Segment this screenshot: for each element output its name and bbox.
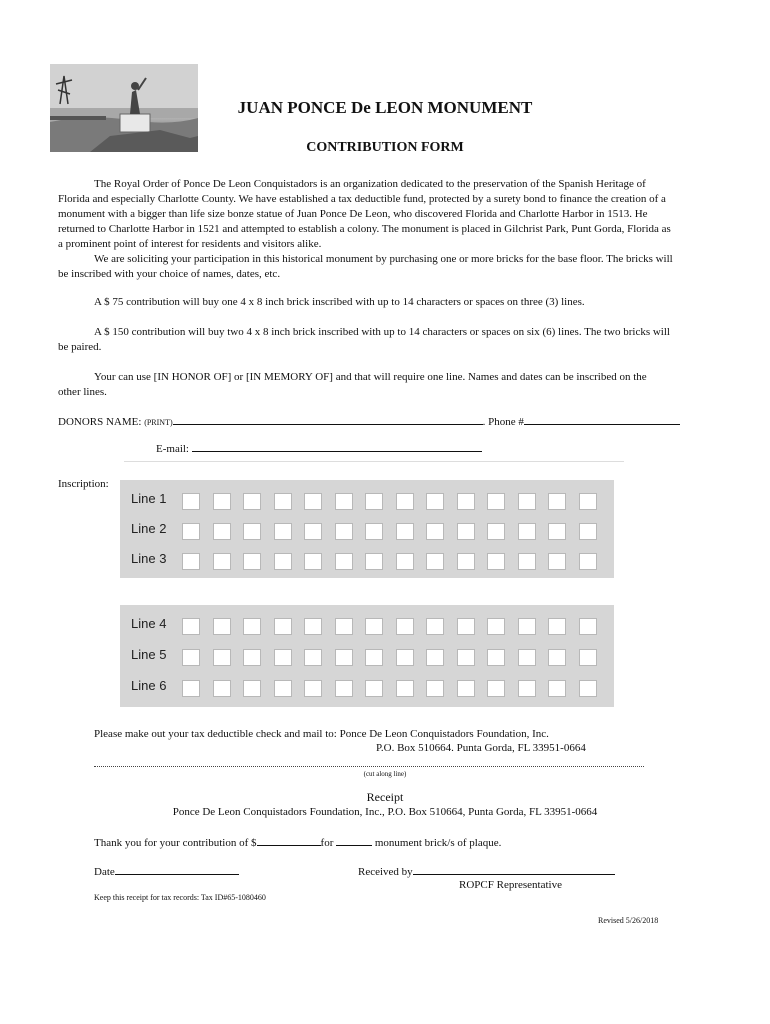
cut-line xyxy=(94,766,644,767)
inscription-line-label: Line 5 xyxy=(131,647,167,662)
inscription-char-box[interactable] xyxy=(457,680,475,697)
option-150-text: A $ 150 contribution will buy two 4 x 8 inch brick inscribed with up to 14 characters or spaces on six (6) lines. The two bricks will be paired. xyxy=(58,326,670,353)
inscription-line-label: Line 2 xyxy=(131,521,167,536)
inscription-char-box[interactable] xyxy=(182,553,200,570)
inscription-char-box[interactable] xyxy=(426,649,444,666)
inscription-char-box[interactable] xyxy=(213,649,231,666)
phone-label: Phone # xyxy=(488,416,524,428)
inscription-char-box[interactable] xyxy=(335,523,353,540)
donor-name-label: DONORS NAME: xyxy=(58,416,142,428)
inscription-char-box[interactable] xyxy=(457,493,475,510)
date-field[interactable] xyxy=(115,863,239,875)
honor-note-text: Your can use [IN HONOR OF] or [IN MEMORY OF] and that will require one line. Names and dates can be inscribed on the other lines. xyxy=(58,371,647,398)
inscription-char-box[interactable] xyxy=(579,618,597,635)
option-75-text: A $ 75 contribution will buy one 4 x 8 inch brick inscribed with up to 14 characters or spaces on three (3) lines. xyxy=(94,296,585,308)
inscription-char-box[interactable] xyxy=(548,618,566,635)
inscription-char-box[interactable] xyxy=(335,553,353,570)
inscription-char-box[interactable] xyxy=(579,523,597,540)
inscription-char-box[interactable] xyxy=(304,680,322,697)
inscription-char-box[interactable] xyxy=(487,618,505,635)
inscription-char-box[interactable] xyxy=(457,618,475,635)
divider xyxy=(124,461,624,462)
brick-count-field[interactable] xyxy=(336,834,372,846)
inscription-char-box[interactable] xyxy=(548,680,566,697)
phone-field[interactable] xyxy=(524,413,680,425)
inscription-char-box[interactable] xyxy=(304,618,322,635)
receipt-org-line: Ponce De Leon Conquistadors Foundation, Inc., P.O. Box 510664, Punta Gorda, FL 33951-0664 xyxy=(172,806,598,818)
inscription-char-box[interactable] xyxy=(518,523,536,540)
date-label: Date xyxy=(94,866,115,878)
inscription-char-box[interactable] xyxy=(548,493,566,510)
inscription-char-box[interactable] xyxy=(182,618,200,635)
inscription-char-box[interactable] xyxy=(335,680,353,697)
inscription-char-box[interactable] xyxy=(365,680,383,697)
intro-paragraph-1: The Royal Order of Ponce De Leon Conquistadors is an organization dedicated to the preservation of the Spanish Heritage of Florida and especially Charlotte County. We have established a tax deductible fund, protected by a surety bond to finance the creation of a monument with a bigger than life size bonze statue of Juan Ponce De Leon, who discovered Florida and Charlotte Harbor in 1513. He returned to Charlotte Harbor in 1521 and attempted to establish a colony. The monument is placed in Gilchrist Park, Punt Gorda, Florida as a prominent point of interest for residents and visitors alike. xyxy=(58,178,671,250)
inscription-char-box[interactable] xyxy=(243,618,261,635)
inscription-char-box[interactable] xyxy=(518,649,536,666)
payment-instruction: Please make out your tax deductible check and mail to: Ponce De Leon Conquistadors Foundation, Inc. xyxy=(94,728,549,740)
inscription-char-box[interactable] xyxy=(243,553,261,570)
inscription-char-box[interactable] xyxy=(274,523,292,540)
inscription-line-label: Line 6 xyxy=(131,678,167,693)
inscription-char-box[interactable] xyxy=(304,493,322,510)
inscription-char-box[interactable] xyxy=(548,523,566,540)
inscription-char-box[interactable] xyxy=(487,680,505,697)
print-label: (PRINT) xyxy=(144,418,173,427)
inscription-char-box[interactable] xyxy=(426,493,444,510)
amount-field[interactable] xyxy=(257,834,321,846)
inscription-char-box[interactable] xyxy=(396,493,414,510)
thanks-suffix: monument brick/s of plaque. xyxy=(374,837,502,849)
inscription-char-box[interactable] xyxy=(274,493,292,510)
email-row xyxy=(156,440,556,457)
inscription-char-box[interactable] xyxy=(487,649,505,666)
received-field[interactable] xyxy=(413,863,615,875)
inscription-grid-brick-1 xyxy=(120,480,614,578)
inscription-char-box[interactable] xyxy=(365,618,383,635)
inscription-char-box[interactable] xyxy=(396,618,414,635)
inscription-char-box[interactable] xyxy=(182,649,200,666)
inscription-char-box[interactable] xyxy=(182,493,200,510)
inscription-char-box[interactable] xyxy=(243,523,261,540)
inscription-char-box[interactable] xyxy=(213,618,231,635)
inscription-char-box[interactable] xyxy=(182,680,200,697)
inscription-char-box[interactable] xyxy=(548,649,566,666)
inscription-char-box[interactable] xyxy=(518,618,536,635)
received-label: Received by xyxy=(358,866,413,878)
inscription-char-box[interactable] xyxy=(579,649,597,666)
inscription-char-box[interactable] xyxy=(396,553,414,570)
inscription-line-label: Line 3 xyxy=(131,551,167,566)
inscription-char-box[interactable] xyxy=(487,493,505,510)
inscription-char-box[interactable] xyxy=(396,649,414,666)
inscription-char-box[interactable] xyxy=(213,523,231,540)
inscription-char-box[interactable] xyxy=(579,493,597,510)
donor-name-row: DONORS NAME: (PRINT) . Phone # xyxy=(58,413,708,430)
inscription-char-box[interactable] xyxy=(365,493,383,510)
inscription-char-box[interactable] xyxy=(243,493,261,510)
thanks-row xyxy=(94,834,501,851)
inscription-char-box[interactable] xyxy=(487,553,505,570)
inscription-char-box[interactable] xyxy=(182,523,200,540)
inscription-char-box[interactable] xyxy=(243,680,261,697)
receipt-title: Receipt xyxy=(366,790,404,804)
representative-label: ROPCF Representative xyxy=(459,879,562,891)
inscription-char-box[interactable] xyxy=(304,523,322,540)
inscription-char-box[interactable] xyxy=(396,680,414,697)
option-75 xyxy=(58,295,678,310)
revised-date: Revised 5/26/2018 xyxy=(598,916,659,925)
honor-note xyxy=(58,370,648,400)
inscription-char-box[interactable] xyxy=(579,553,597,570)
inscription-char-box[interactable] xyxy=(426,553,444,570)
inscription-char-box[interactable] xyxy=(518,680,536,697)
inscription-char-box[interactable] xyxy=(426,618,444,635)
inscription-char-box[interactable] xyxy=(457,649,475,666)
inscription-grid-brick-2 xyxy=(120,605,614,707)
option-150 xyxy=(58,325,678,355)
inscription-line-label: Line 1 xyxy=(131,491,167,506)
inscription-char-box[interactable] xyxy=(335,649,353,666)
inscription-char-box[interactable] xyxy=(213,553,231,570)
page-title: JUAN PONCE De LEON MONUMENT xyxy=(237,98,533,117)
inscription-char-box[interactable] xyxy=(274,680,292,697)
keep-note: Keep this receipt for tax records: Tax ID#65-1080460 xyxy=(94,893,266,902)
payment-address: P.O. Box 510664. Punta Gorda, FL 33951-0664 xyxy=(376,742,586,754)
inscription-char-box[interactable] xyxy=(243,649,261,666)
inscription-char-box[interactable] xyxy=(457,523,475,540)
intro-text xyxy=(58,177,678,282)
inscription-char-box[interactable] xyxy=(365,523,383,540)
donor-name-field[interactable] xyxy=(173,413,483,425)
inscription-char-box[interactable] xyxy=(426,680,444,697)
inscription-char-box[interactable] xyxy=(365,553,383,570)
inscription-char-box[interactable] xyxy=(548,553,566,570)
inscription-char-box[interactable] xyxy=(579,680,597,697)
inscription-char-box[interactable] xyxy=(335,493,353,510)
inscription-char-box[interactable] xyxy=(213,680,231,697)
inscription-char-box[interactable] xyxy=(304,553,322,570)
inscription-char-box[interactable] xyxy=(365,649,383,666)
inscription-char-box[interactable] xyxy=(335,618,353,635)
inscription-char-box[interactable] xyxy=(426,523,444,540)
inscription-char-box[interactable] xyxy=(518,493,536,510)
inscription-char-box[interactable] xyxy=(457,553,475,570)
cut-note: (cut along line) xyxy=(363,770,407,778)
inscription-char-box[interactable] xyxy=(518,553,536,570)
inscription-char-box[interactable] xyxy=(274,618,292,635)
inscription-char-box[interactable] xyxy=(487,523,505,540)
inscription-label: Inscription: xyxy=(58,478,109,490)
inscription-char-box[interactable] xyxy=(274,649,292,666)
form-subtitle: CONTRIBUTION FORM xyxy=(306,140,464,155)
inscription-line-label: Line 4 xyxy=(131,616,167,631)
inscription-char-box[interactable] xyxy=(304,649,322,666)
thanks-prefix: Thank you for your contribution of $ xyxy=(94,837,257,849)
email-label: E-mail: xyxy=(156,443,189,455)
inscription-char-box[interactable] xyxy=(274,553,292,570)
thanks-for: for xyxy=(320,837,334,849)
date-row xyxy=(94,863,239,880)
inscription-char-box[interactable] xyxy=(396,523,414,540)
email-field[interactable] xyxy=(192,440,482,452)
intro-paragraph-2: We are soliciting your participation in this historical monument by purchasing one or more bricks for the base floor. The bricks will be inscribed with your choice of names, dates, etc. xyxy=(58,253,673,280)
inscription-char-box[interactable] xyxy=(213,493,231,510)
